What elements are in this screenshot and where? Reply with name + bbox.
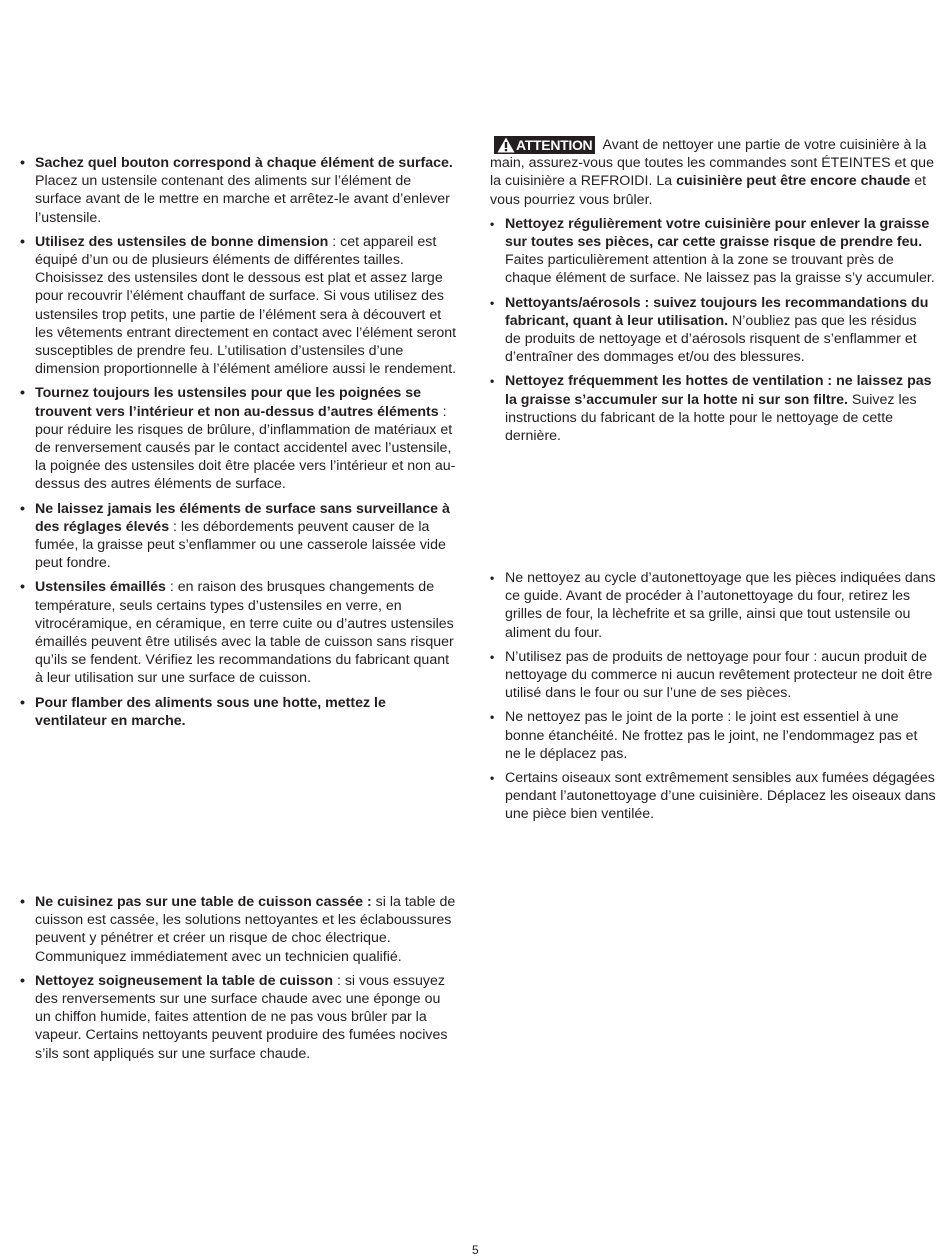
bullet-icon: • [20,233,25,250]
caution-bold-text: cuisinière peut être encore chaude [676,173,911,190]
item-heading: Ne laissez jamais les éléments de surface sans surveillance à des réglages élevés [35,500,450,535]
item-text: Certains oiseaux sont extrêmement sensibles aux fumées dégagées pendant l’autonettoyage d’une cuisinière. Déplacez les oiseaux dans une pièce bien ventilée. [505,770,936,823]
bullet-icon: • [20,155,25,171]
bullet-icon: • [20,385,25,402]
right-column-group-1 [490,136,936,451]
list-item [490,569,936,642]
list-item [490,769,936,824]
list-item [490,372,936,445]
bullet-icon: • [490,710,495,725]
bullet-icon: • [490,295,495,310]
safety-list-cooktop [20,154,460,730]
item-heading: Ustensiles émaillés [35,579,166,596]
attention-label: ATTENTION [516,137,593,153]
item-heading: Pour flamber des aliments sous une hotte, mettez le ventilateur en marche. [35,694,386,729]
bullet-icon: • [490,374,495,389]
list-item [20,578,460,687]
item-text: Ne nettoyez pas le joint de la porte : le joint est essentiel à une bonne étanchéité. Ne frottez pas le joint, ne l’endommagez pas et ne le déplacez pas. [505,709,918,762]
list-item [490,708,936,763]
bullet-icon: • [20,694,25,711]
list-item [490,215,936,288]
item-text: Faites particulièrement attention à la zone se trouvant près de chaque élément de surface. Ne laissez pas la graisse s’y accumuler. [505,252,935,287]
bullet-icon: • [20,972,25,989]
item-heading: Nettoyants/aérosols : suivez toujours les recommandations du fabricant, quant à leur utilisation. [505,294,929,329]
item-heading: Ne cuisinez pas sur une table de cuisson cassée : [35,894,372,910]
bullet-icon: • [20,579,25,596]
item-text: : en raison des brusques changements de température, seuls certains types d’ustensiles en verre, en vitrocéramique, en céramique, en terre cuite ou d’autres ustensiles émaillés peuvent être utilisés avec la table de cuisson sans risquer qu’ils se fendent. Vérifiez les recommandations du fabricant quant à leur utilisation sur une surface de cuisson. [35,579,454,687]
item-heading: Nettoyez soigneusement la table de cuisson [35,972,334,989]
list-item [20,893,460,966]
item-text: : si vous essuyez des renversements sur une surface chaude avec une éponge ou un chiffon humide, faites attention de ne pas vous brûler par la vapeur. Certains nettoyants peuvent produire des fumées nocives s’ils sont appliqués sur une surface chaude. [35,972,448,1062]
list-item [20,694,460,730]
bullet-icon: • [20,500,25,517]
item-text: : cet appareil est équipé d’un ou de plusieurs éléments de différentes tailles. Choisissez des ustensiles dont le dessous est plat et assez large pour recouvrir l’élément chauffant de surface. Si vous utilisez des ustensiles trop petits, une partie de l’élément sera à découvert et les vêtements entrant directement en contact avec l’élément seront susceptibles de prendre feu. L’utilisation d’ustensiles d’une dimension proportionnelle à l’élément améliore aussi le rendement. [35,233,457,378]
bullet-icon: • [490,649,495,664]
warning-triangle-icon [497,137,515,153]
item-text: N’utilisez pas de produits de nettoyage pour four : aucun produit de nettoyage du commerce ni aucun revêtement protecteur ne doit être utilisé dans le four ou sur l’une de ses pièces. [505,648,933,702]
list-item [20,384,460,493]
list-item [20,154,460,227]
safety-list-cleaning [490,215,936,445]
left-column-group-2 [20,893,460,1069]
bullet-icon: • [490,571,495,585]
right-column-group-2 [490,569,936,830]
attention-badge [494,136,595,154]
item-heading: Sachez quel bouton correspond à chaque élément de surface. [35,155,453,171]
item-heading: Nettoyez fréquemment les hottes de ventilation : ne laissez pas la graisse s’accumuler sur la hotte ni sur son filtre. [505,373,932,408]
item-text: : pour réduire les risques de brûlure, d’inflammation de matériaux et de renversement causés par le contact accidentel avec l’ustensile, la poignée des ustensiles doit être placée vers l’intérieur et non au-dessus des autres éléments de surface. [35,403,456,493]
item-text: N’oubliez pas que les résidus de produits de nettoyage et d’aérosols risquent de s’enflammer et d’entraîner des dommages et/ou des blessures. [505,312,917,366]
item-text: si la table de cuisson est cassée, les solutions nettoyantes et les éclaboussures peuvent y pénétrer et créer un risque de choc électrique. Communiquez immédiatement avec un technicien qualifié. [35,894,456,965]
list-item [20,500,460,573]
list-item [490,294,936,367]
left-column-group-1 [20,154,460,736]
bullet-icon: • [490,771,495,786]
bullet-icon: • [20,894,25,910]
safety-list-self-clean [490,569,936,824]
item-heading: Tournez toujours les ustensiles pour que les poignées se trouvent vers l’intérieur et non au-dessus d’autres éléments [35,385,439,420]
safety-list-glass-cooktop [20,893,460,1063]
page-number: 5 [472,1243,479,1257]
item-text: : les débordements peuvent causer de la fumée, la graisse peut s’enflammer ou une casserole laissée vide peut fondre. [35,518,446,572]
item-text: Suivez les instructions du fabricant de la hotte pour le nettoyage de cette dernière. [505,391,917,445]
item-heading: Nettoyez régulièrement votre cuisinière pour enlever la graisse sur toutes ses pièces, car cette graisse risque de prendre feu. [505,215,930,251]
caution-text: Avant de nettoyer une partie de votre cuisinière à la main, assurez-vous que toutes les commandes sont ÉTEINTES et que la cuisinière a REFROIDI. La [490,137,934,190]
caution-notice [490,136,936,209]
bullet-icon: • [490,216,495,231]
caution-text-end: et vous pourriez vous brûler. [490,173,927,208]
item-text: Ne nettoyez au cycle d’autonettoyage que les pièces indiquées dans ce guide. Avant de procéder à l’autonettoyage du four, retirez les grilles de four, la lèchefrite et sa grille, ainsi que tout ustensile ou aliment du four. [505,570,936,641]
list-item [20,972,460,1063]
item-text: Placez un ustensile contenant des aliments sur l’élément de surface avant de le mettre en marche et arrêtez-le avant d’enlever l’ustensile. [35,173,450,226]
list-item [20,233,460,379]
item-heading: Utilisez des ustensiles de bonne dimension [35,233,329,250]
list-item [490,648,936,703]
